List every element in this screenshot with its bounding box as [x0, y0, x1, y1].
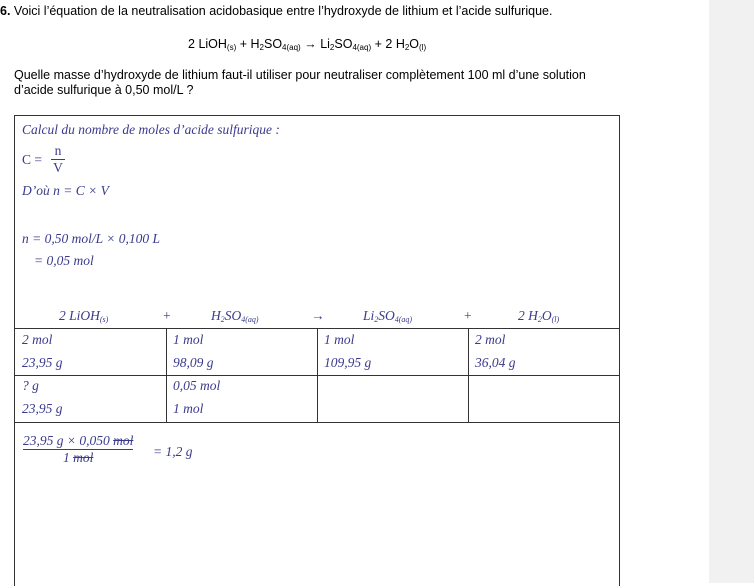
- eq-row-subscript: 2: [374, 315, 379, 324]
- grid-line: [317, 328, 318, 422]
- eq-row-formula: SO: [378, 308, 395, 323]
- eq-row-state: 4(aq): [241, 315, 259, 324]
- eq-state: 4(aq): [352, 43, 372, 52]
- grid-line: [166, 328, 167, 422]
- grid-cell: 2 mol: [22, 332, 53, 347]
- question-title: Voici l’équation de la neutralisation acidobasique entre l’hydroxyde de lithium et l’acide sulfurique.: [13, 4, 553, 18]
- final-den-text: 1: [63, 450, 74, 465]
- eq-subscript: 2: [404, 43, 410, 52]
- concentration-fraction: [51, 143, 65, 176]
- concentration-label: C =: [22, 152, 42, 167]
- eq-formula: H: [250, 37, 260, 51]
- moles-calc-line: n = 0,50 mol/L × 0,100 L: [22, 231, 160, 246]
- final-num-text: 23,95 g × 0,050: [23, 433, 114, 448]
- grid-cell: 109,95 g: [324, 355, 372, 370]
- eq-coef: 2: [188, 37, 199, 51]
- derivation-line: D’où n = C × V: [22, 183, 109, 198]
- eq-arrow: →: [300, 37, 321, 51]
- question-prompt: Quelle masse d’hydroxyde de lithium faut-il utiliser pour neutraliser complètement 100 ml d’une solution d’acide sulfurique à 0,50 mol/L ?: [14, 68, 586, 97]
- eq-subscript: 2: [329, 43, 335, 52]
- eq-plus: +: [236, 37, 251, 51]
- eq-row-formula: Li: [363, 308, 375, 323]
- eq-state: (s): [226, 43, 237, 52]
- grid-cell: 0,05 mol: [173, 378, 221, 393]
- eq-state: (l): [419, 43, 427, 52]
- eq-row-formula: 2 H: [518, 308, 538, 323]
- eq-row-plus: +: [163, 308, 171, 323]
- final-result: = 1,2 g: [153, 444, 193, 459]
- answer-box: [14, 115, 620, 586]
- eq-formula: SO: [263, 37, 283, 51]
- grid-cell: ? g: [22, 378, 39, 393]
- grid-cell: 36,04 g: [475, 355, 516, 370]
- eq-row-li2so4: [363, 308, 412, 324]
- eq-row-formula: O: [541, 308, 552, 323]
- grid-cell: 1 mol: [173, 332, 204, 347]
- grid-cell: 2 mol: [475, 332, 506, 347]
- question-header: [0, 4, 552, 18]
- calc-heading: Calcul du nombre de moles d’acide sulfurique :: [22, 122, 280, 137]
- eq-formula: H: [395, 37, 405, 51]
- eq-row-subscript: 2: [220, 315, 225, 324]
- eq-row-state: 4(aq): [394, 315, 413, 324]
- eq-row-plus: +: [464, 308, 472, 323]
- grid-line: [15, 422, 619, 423]
- eq-formula: SO: [334, 37, 353, 51]
- eq-row-subscript: 2: [537, 315, 542, 324]
- grid-line: [468, 328, 469, 422]
- question-number: 6.: [0, 4, 11, 18]
- cancelled-unit: mol: [73, 450, 94, 465]
- final-fraction: [23, 433, 133, 466]
- grid-cell: 23,95 g: [22, 355, 63, 370]
- grid-cell: 1 mol: [173, 401, 204, 416]
- cancelled-unit: mol: [113, 433, 134, 448]
- eq-row-h2o: [518, 308, 559, 324]
- eq-subscript: 2: [259, 43, 264, 52]
- grid-cell: 98,09 g: [173, 355, 214, 370]
- fraction-denominator: V: [53, 160, 63, 175]
- fraction-numerator: n: [54, 143, 62, 158]
- moles-result-line: = 0,05 mol: [34, 253, 94, 268]
- page-margin: [709, 0, 754, 583]
- grid-cell: 23,95 g: [22, 401, 63, 416]
- eq-row-formula: SO: [224, 308, 242, 323]
- final-numerator: [23, 433, 133, 449]
- final-denominator: [63, 450, 93, 466]
- eq-row-state: (s): [99, 315, 109, 324]
- eq-state: 4(aq): [282, 43, 301, 52]
- eq-coef: 2: [385, 37, 396, 51]
- eq-formula: O: [409, 37, 420, 51]
- eq-row-formula: H: [211, 308, 221, 323]
- eq-row-h2so4: [211, 308, 259, 324]
- eq-row-lioh: [59, 308, 108, 324]
- eq-formula: Li: [320, 37, 330, 51]
- eq-row-state: (l): [551, 315, 560, 324]
- reaction-equation: [188, 37, 426, 52]
- eq-row-formula: 2 LiOH: [59, 308, 100, 323]
- eq-row-arrow: →: [311, 308, 325, 323]
- grid-cell: 1 mol: [324, 332, 355, 347]
- eq-plus: +: [371, 37, 386, 51]
- eq-formula: LiOH: [198, 37, 227, 51]
